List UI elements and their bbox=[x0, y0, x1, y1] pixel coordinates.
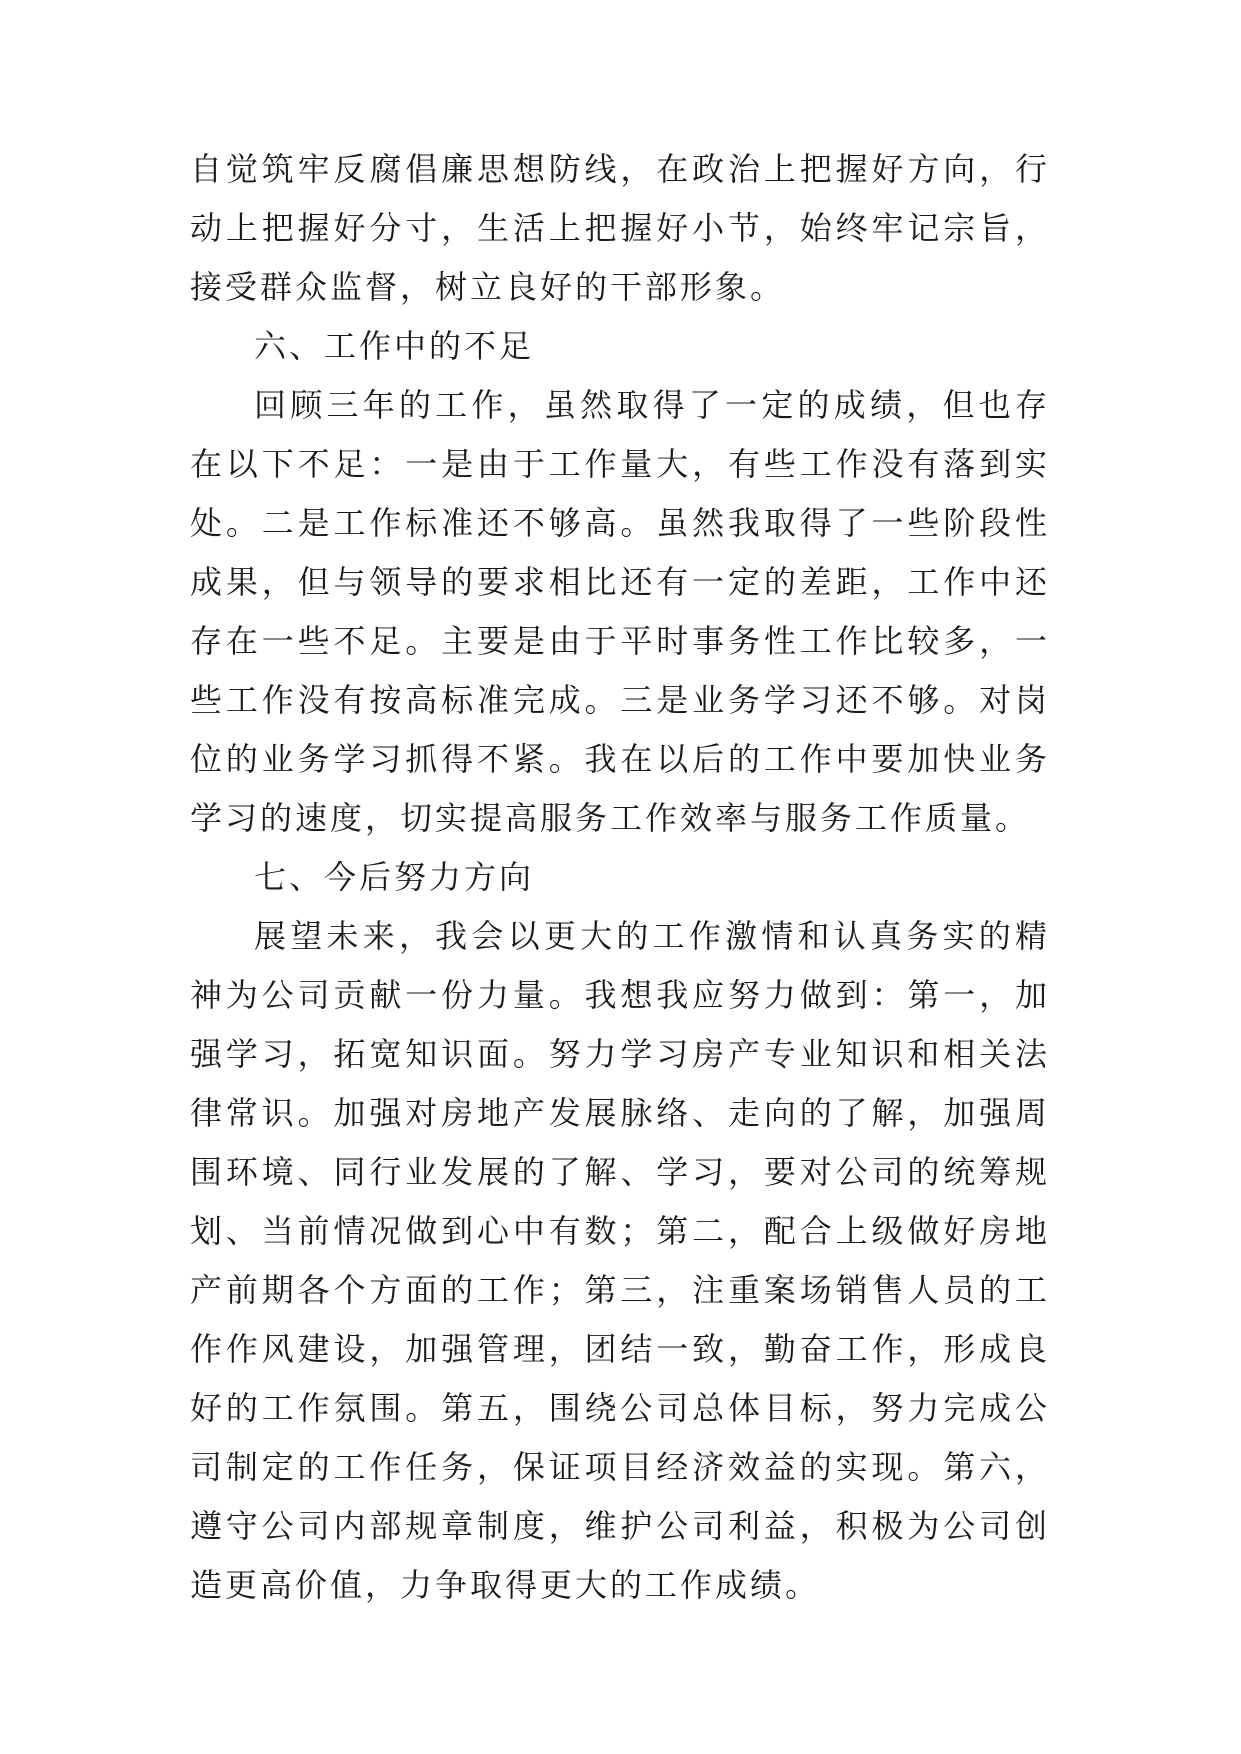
paragraph-continuation: 自觉筑牢反腐倡廉思想防线，在政治上把握好方向，行动上把握好分寸，生活上把握好小节，始终牢记宗旨，接受群众监督，树立良好的干部形象。 bbox=[190, 150, 1050, 306]
paragraph-shortcomings: 回顾三年的工作，虽然取得了一定的成绩，但也存在以下不足：一是由于工作量大，有些工作没有落到实处。二是工作标准还不够高。虽然我取得了一些阶段性成果，但与领导的要求相比还有一定的差距，工作中还存在一些不足。主要是由于平时事务性工作比较多，一些工作没有按高标准完成。三是业务学习还不够。对岗位的业务学习抓得不紧。我在以后的工作中要加快业务学习的速度，切实提高服务工作效率与服务工作质量。 bbox=[190, 386, 1050, 837]
paragraph-future-direction: 展望未来，我会以更大的工作激情和认真务实的精神为公司贡献一份力量。我想我应努力做到：第一，加强学习，拓宽知识面。努力学习房产专业知识和相关法律常识。加强对房地产发展脉络、走向的了解，加强周围环境、同行业发展的了解、学习，要对公司的统筹规划、当前情况做到心中有数；第二，配合上级做好房地产前期各个方面的工作；第三，注重案场销售人员的工作作风建设，加强管理，团结一致，勤奋工作，形成良好的工作氛围。第五，围绕公司总体目标，努力完成公司制定的工作任务，保证项目经济效益的实现。第六，遵守公司内部规章制度，维护公司利益，积极为公司创造更高价值，力争取得更大的工作成绩。 bbox=[190, 917, 1050, 1604]
section-heading-shortcomings: 六、工作中的不足 bbox=[254, 327, 535, 365]
document-page bbox=[190, 140, 1050, 1615]
section-heading-future-direction: 七、今后努力方向 bbox=[254, 858, 535, 896]
